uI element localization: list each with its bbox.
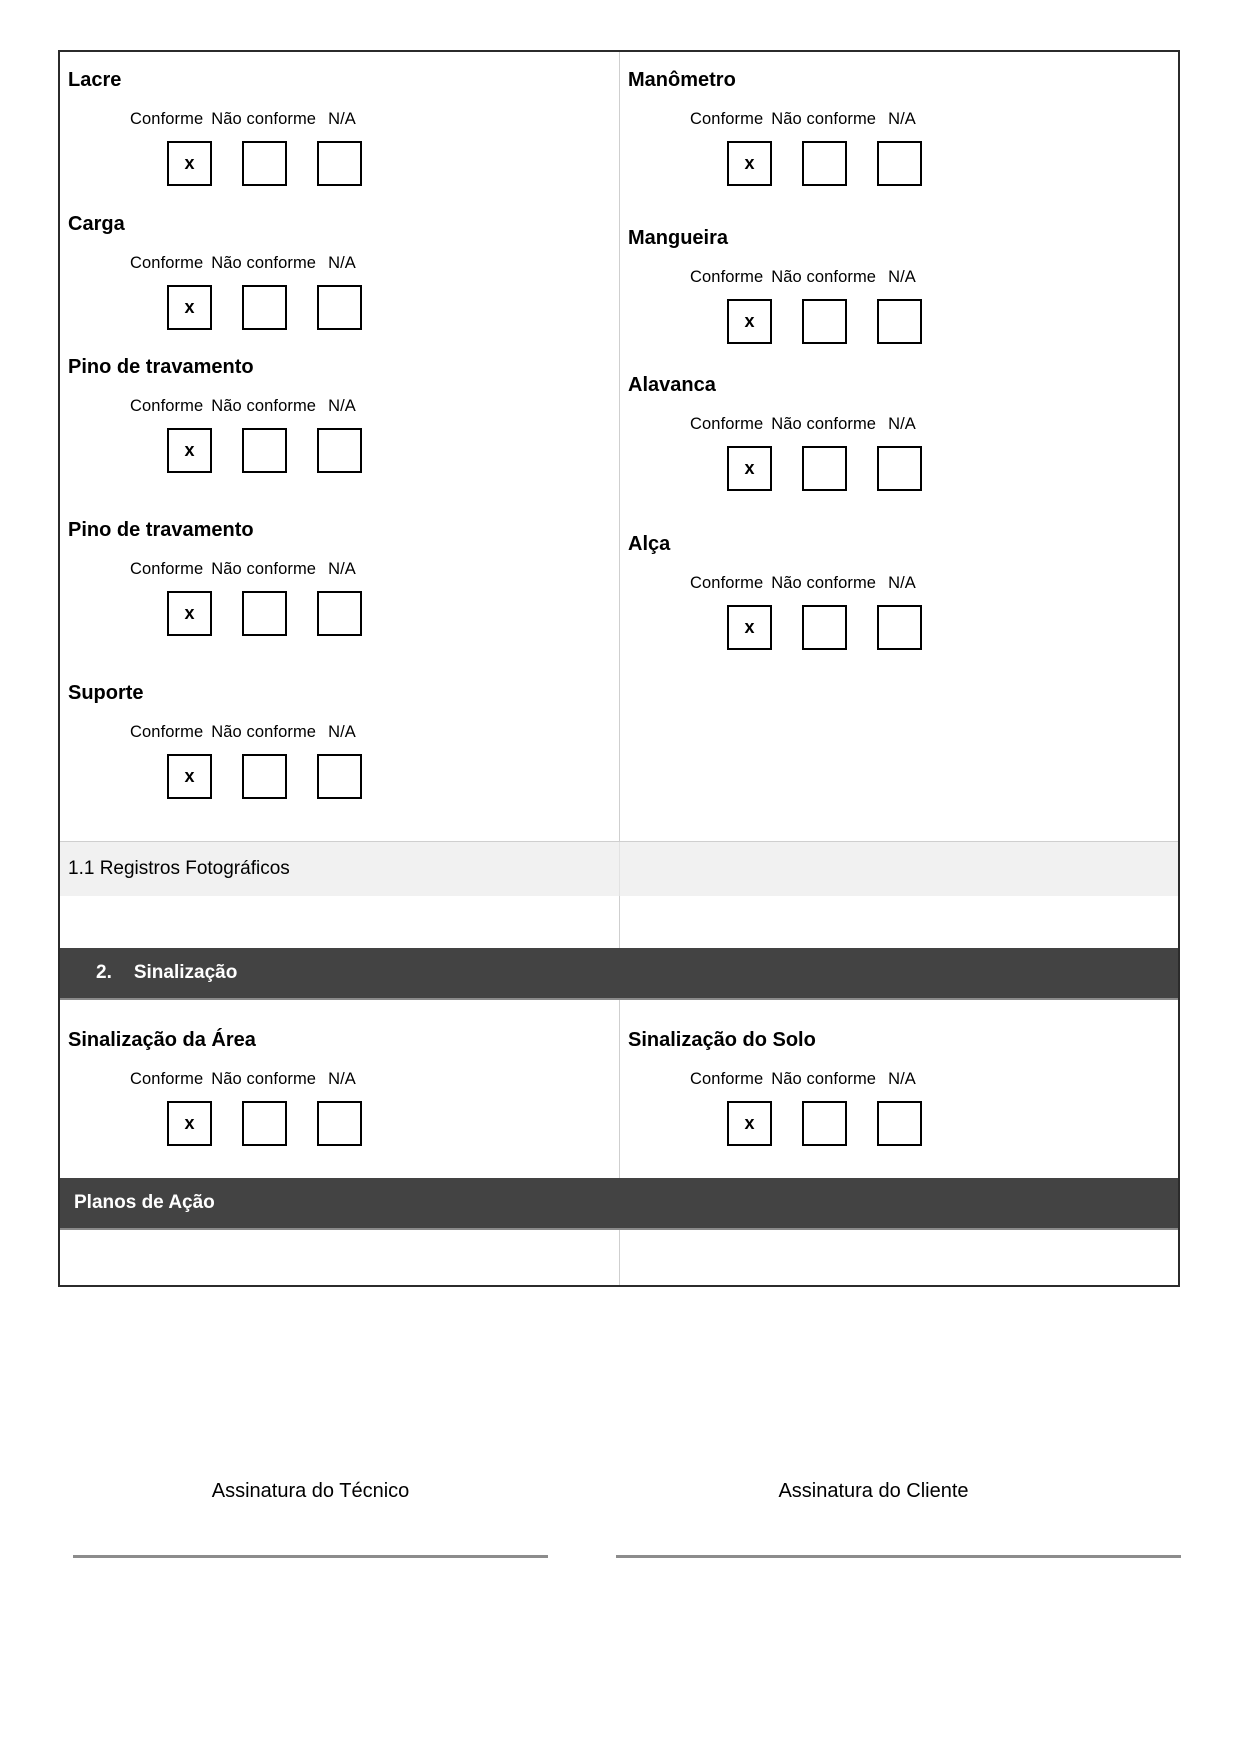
checkbox-na[interactable]: [877, 1101, 922, 1146]
section-title: Sinalização: [133, 962, 238, 983]
checkbox-nao-conforme[interactable]: [802, 141, 847, 186]
item-title: Lacre: [68, 69, 122, 91]
item-options: [620, 415, 1178, 491]
label-na: N/A: [328, 254, 356, 272]
item-title: Sinalização da Área: [68, 1029, 256, 1051]
signature-caption-technician: Assinatura do Técnico: [211, 1480, 410, 1502]
item-title: Mangueira: [628, 227, 729, 249]
checklist-columns: [60, 52, 1178, 841]
option-labels: [690, 110, 1178, 129]
item-options: [60, 397, 619, 473]
label-nao-conforme: Não conforme: [211, 254, 317, 272]
checkbox-na[interactable]: [317, 285, 362, 330]
label-conforme: Conforme: [690, 415, 764, 433]
label-nao-conforme: Não conforme: [211, 560, 317, 578]
label-nao-conforme: Não conforme: [211, 723, 317, 741]
label-na: N/A: [888, 415, 916, 433]
inspection-item: [620, 491, 1178, 650]
item-title: Alça: [628, 533, 671, 555]
inspection-item: [60, 1000, 619, 1178]
label-nao-conforme: Não conforme: [211, 397, 317, 415]
checkbox-conforme[interactable]: x: [167, 141, 212, 186]
label-conforme: Conforme: [690, 110, 764, 128]
item-title: Sinalização do Solo: [628, 1029, 816, 1051]
checkbox-conforme[interactable]: x: [167, 428, 212, 473]
planos-de-acao-content-right[interactable]: [620, 1230, 1178, 1285]
inspection-item: [60, 52, 619, 186]
checkbox-conforme[interactable]: x: [167, 754, 212, 799]
option-labels: [690, 415, 1178, 434]
label-conforme: Conforme: [690, 1070, 764, 1088]
label-conforme: Conforme: [690, 574, 764, 592]
label-conforme: Conforme: [690, 268, 764, 286]
label-nao-conforme: Não conforme: [771, 110, 877, 128]
planos-de-acao-content-left[interactable]: [60, 1230, 620, 1285]
option-labels: [130, 397, 619, 416]
label-nao-conforme: Não conforme: [771, 415, 877, 433]
checkbox-conforme[interactable]: x: [167, 285, 212, 330]
checkbox-na[interactable]: [317, 754, 362, 799]
label-conforme: Conforme: [130, 723, 204, 741]
photo-records-label: 1.1 Registros Fotográficos: [60, 842, 620, 896]
label-na: N/A: [888, 1070, 916, 1088]
photo-records-row: [60, 841, 1178, 896]
inspection-item: [60, 473, 619, 636]
item-options: [60, 1070, 619, 1146]
label-nao-conforme: Não conforme: [771, 574, 877, 592]
signature-line-client[interactable]: [616, 1555, 1181, 1558]
option-checkboxes: [130, 1101, 619, 1146]
checkbox-na[interactable]: [317, 591, 362, 636]
checkbox-nao-conforme[interactable]: [242, 141, 287, 186]
label-na: N/A: [888, 574, 916, 592]
option-labels: [130, 723, 619, 742]
checkbox-nao-conforme[interactable]: [802, 605, 847, 650]
label-conforme: Conforme: [130, 110, 204, 128]
item-title: Manômetro: [628, 69, 736, 91]
option-checkboxes: [130, 754, 619, 799]
option-checkboxes: [690, 446, 1178, 491]
checkbox-nao-conforme[interactable]: [242, 754, 287, 799]
photo-records-value[interactable]: [620, 842, 1178, 896]
checklist-column-left: [60, 52, 620, 841]
inspection-item: [620, 344, 1178, 491]
signature-row: [58, 1480, 1180, 1558]
checkbox-conforme[interactable]: x: [167, 1101, 212, 1146]
label-na: N/A: [328, 560, 356, 578]
item-options: [60, 110, 619, 186]
checkbox-conforme[interactable]: x: [727, 141, 772, 186]
checkbox-na[interactable]: [877, 605, 922, 650]
label-nao-conforme: Não conforme: [771, 268, 877, 286]
item-options: [620, 268, 1178, 344]
item-title: Carga: [68, 213, 125, 235]
checkbox-nao-conforme[interactable]: [802, 446, 847, 491]
checkbox-conforme[interactable]: x: [727, 1101, 772, 1146]
item-title: Pino de travamento: [68, 356, 254, 378]
sinalizacao-columns: [60, 1000, 1178, 1178]
checkbox-nao-conforme[interactable]: [802, 299, 847, 344]
checkbox-nao-conforme[interactable]: [242, 1101, 287, 1146]
option-checkboxes: [690, 141, 1178, 186]
item-options: [60, 560, 619, 636]
checkbox-na[interactable]: [317, 1101, 362, 1146]
option-labels: [130, 1070, 619, 1089]
inspection-item: [60, 636, 619, 841]
option-labels: [690, 574, 1178, 593]
inspection-item: [620, 1000, 1178, 1178]
label-na: N/A: [328, 723, 356, 741]
option-labels: [130, 560, 619, 579]
checkbox-nao-conforme[interactable]: [802, 1101, 847, 1146]
checkbox-na[interactable]: [877, 446, 922, 491]
photo-records-content-right[interactable]: [620, 896, 1178, 948]
inspection-item: [60, 186, 619, 330]
signature-line-technician[interactable]: [73, 1555, 548, 1558]
option-checkboxes: [130, 285, 619, 330]
label-conforme: Conforme: [130, 397, 204, 415]
checkbox-nao-conforme[interactable]: [242, 285, 287, 330]
checkbox-na[interactable]: [877, 141, 922, 186]
label-nao-conforme: Não conforme: [211, 110, 317, 128]
checkbox-na[interactable]: [317, 428, 362, 473]
inspection-item: [60, 330, 619, 473]
option-checkboxes: [690, 605, 1178, 650]
checkbox-conforme[interactable]: x: [167, 591, 212, 636]
checkbox-conforme[interactable]: x: [727, 446, 772, 491]
label-nao-conforme: Não conforme: [771, 1070, 877, 1088]
label-conforme: Conforme: [130, 1070, 204, 1088]
option-checkboxes: [130, 591, 619, 636]
planos-de-acao-content-row: [60, 1230, 1178, 1285]
sinalizacao-column-right: [620, 1000, 1178, 1178]
checkbox-conforme[interactable]: x: [727, 605, 772, 650]
checkbox-nao-conforme[interactable]: [242, 591, 287, 636]
item-options: [60, 254, 619, 330]
checkbox-na[interactable]: [317, 141, 362, 186]
checklist-column-right: [620, 52, 1178, 841]
section-number: 2.: [96, 962, 112, 983]
item-title: Alavanca: [628, 374, 716, 396]
photo-records-content-left[interactable]: [60, 896, 620, 948]
label-na: N/A: [328, 397, 356, 415]
section-header-sinalizacao: [60, 948, 1178, 1000]
item-options: [60, 723, 619, 799]
option-labels: [690, 268, 1178, 287]
item-title: Suporte: [68, 682, 144, 704]
item-options: [620, 574, 1178, 650]
label-conforme: Conforme: [130, 560, 204, 578]
option-checkboxes: [130, 428, 619, 473]
option-labels: [130, 110, 619, 129]
label-na: N/A: [888, 110, 916, 128]
item-options: [620, 110, 1178, 186]
sinalizacao-column-left: [60, 1000, 620, 1178]
option-labels: [130, 254, 619, 273]
label-nao-conforme: Não conforme: [211, 1070, 317, 1088]
option-checkboxes: [130, 141, 619, 186]
section-header-planos-de-acao: Planos de Ação: [60, 1178, 1178, 1230]
inspection-form-table: [58, 50, 1180, 1287]
label-na: N/A: [888, 268, 916, 286]
inspection-item: [620, 186, 1178, 344]
signature-block-technician: [58, 1480, 563, 1558]
signature-block-client: [621, 1480, 1126, 1558]
label-conforme: Conforme: [130, 254, 204, 272]
signature-caption-client: Assinatura do Cliente: [778, 1480, 969, 1502]
option-checkboxes: [690, 1101, 1178, 1146]
checkbox-nao-conforme[interactable]: [242, 428, 287, 473]
option-checkboxes: [690, 299, 1178, 344]
photo-records-content-row: [60, 896, 1178, 948]
option-labels: [690, 1070, 1178, 1089]
checkbox-na[interactable]: [877, 299, 922, 344]
signature-area: [58, 1480, 1180, 1558]
item-options: [620, 1070, 1178, 1146]
label-na: N/A: [328, 110, 356, 128]
item-title: Pino de travamento: [68, 519, 254, 541]
label-na: N/A: [328, 1070, 356, 1088]
inspection-item: [620, 52, 1178, 186]
checkbox-conforme[interactable]: x: [727, 299, 772, 344]
